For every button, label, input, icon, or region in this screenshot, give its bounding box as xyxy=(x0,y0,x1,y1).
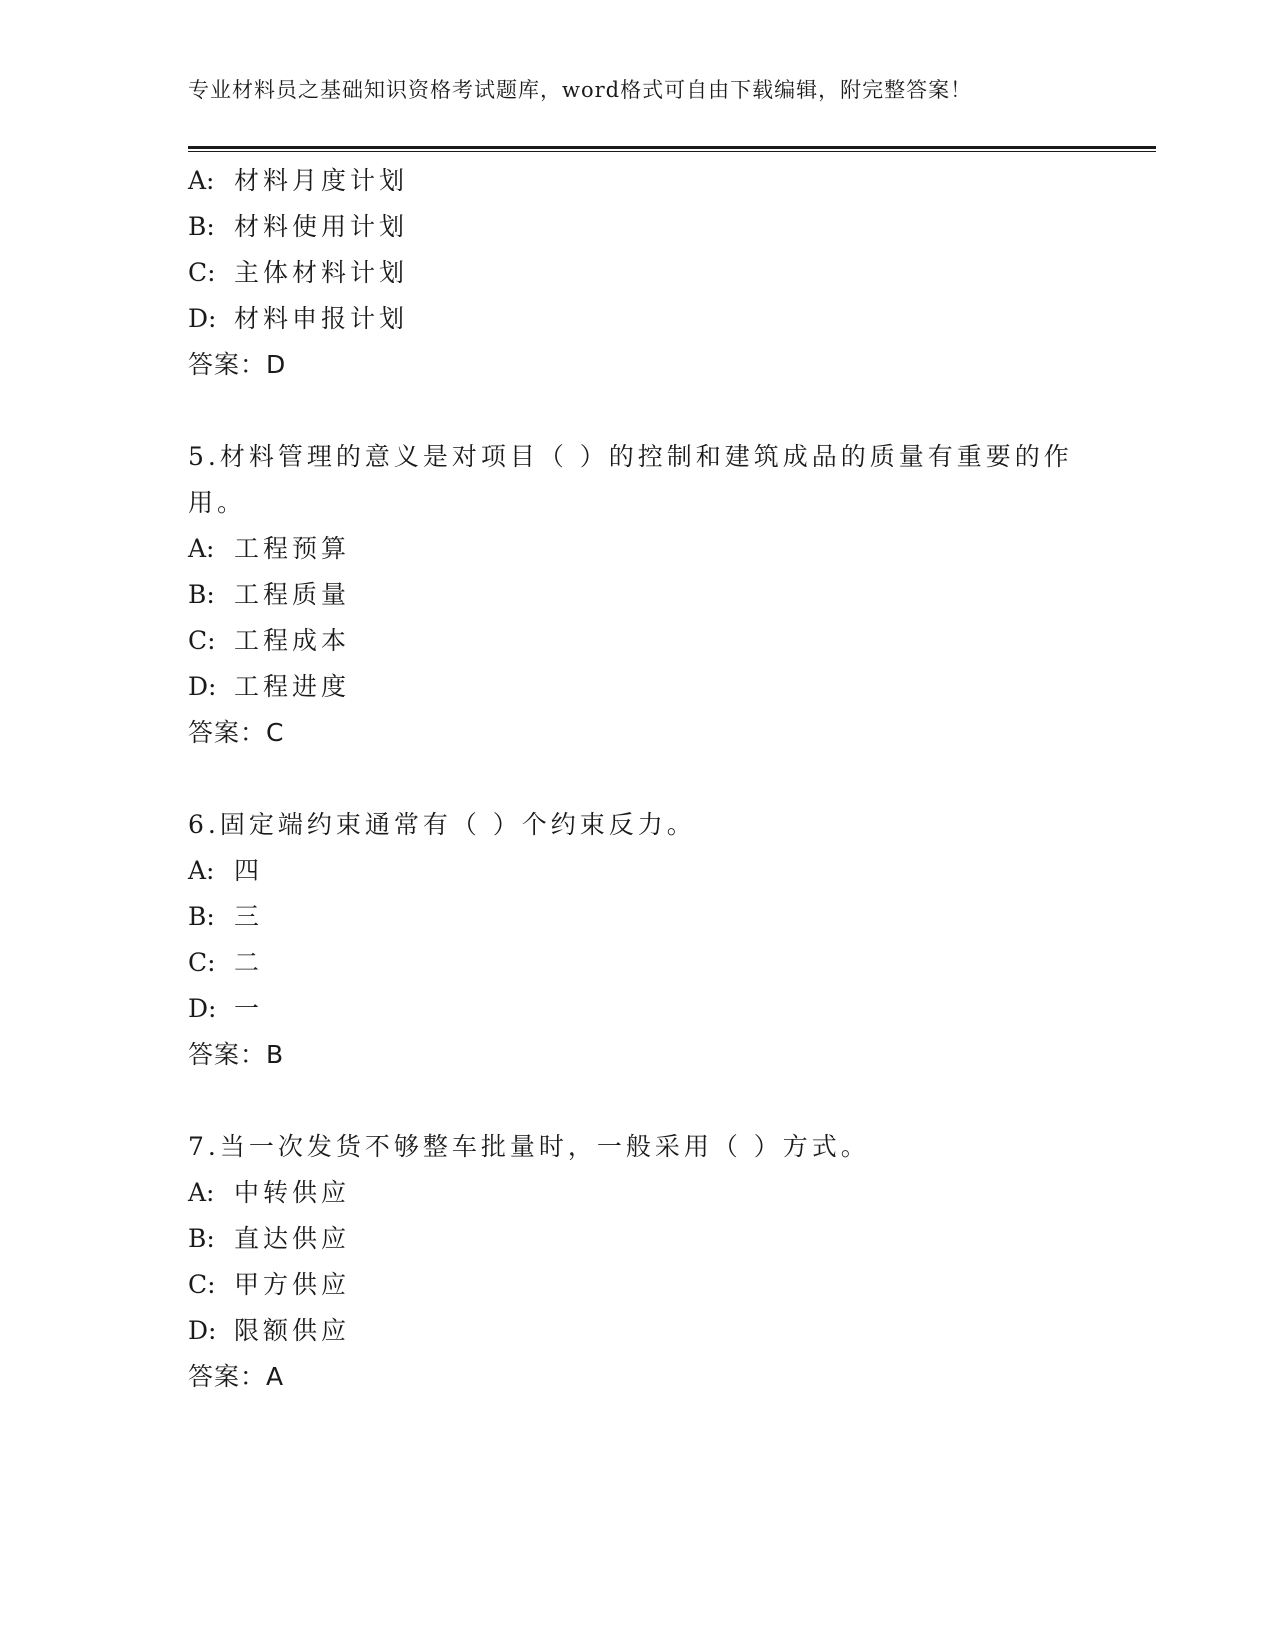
question-content xyxy=(188,158,1088,1400)
spacer xyxy=(188,1078,1088,1124)
option-a xyxy=(188,526,1088,572)
option-text: 甲方供应 xyxy=(234,1270,351,1299)
option-a xyxy=(188,158,1088,204)
option-d xyxy=(188,986,1088,1032)
option-letter: C: xyxy=(188,1270,216,1299)
option-text: 工程成本 xyxy=(234,626,351,655)
answer-line: 答案：C xyxy=(188,718,285,747)
option-text: 主体材料计划 xyxy=(234,258,409,287)
option-text: 一 xyxy=(234,994,264,1023)
option-letter: D: xyxy=(188,672,217,701)
option-d xyxy=(188,1308,1088,1354)
question-block-7 xyxy=(188,1124,1088,1400)
option-text: 直达供应 xyxy=(234,1224,351,1253)
option-d xyxy=(188,296,1088,342)
answer-line: 答案：D xyxy=(188,350,287,379)
option-letter: D: xyxy=(188,994,217,1023)
spacer xyxy=(188,756,1088,802)
option-text: 限额供应 xyxy=(234,1316,351,1345)
option-letter: B: xyxy=(188,580,215,609)
option-letter: B: xyxy=(188,1224,215,1253)
answer-line: 答案：B xyxy=(188,1040,285,1069)
option-d xyxy=(188,664,1088,710)
option-a xyxy=(188,1170,1088,1216)
option-b xyxy=(188,1216,1088,1262)
option-c xyxy=(188,618,1088,664)
option-b xyxy=(188,204,1088,250)
option-text: 三 xyxy=(234,902,264,931)
header-rule xyxy=(188,146,1156,152)
option-letter: C: xyxy=(188,948,216,977)
question-block-5 xyxy=(188,434,1088,756)
option-letter: C: xyxy=(188,626,216,655)
option-text: 中转供应 xyxy=(234,1178,351,1207)
page-header: 专业材料员之基础知识资格考试题库，word格式可自由下载编辑，附完整答案！ xyxy=(188,78,973,102)
spacer xyxy=(188,388,1088,434)
question-text-continued: 用。 xyxy=(188,488,247,517)
option-text: 材料使用计划 xyxy=(234,212,409,241)
answer-line: 答案：A xyxy=(188,1362,285,1391)
option-letter: B: xyxy=(188,212,215,241)
option-letter: A: xyxy=(188,166,215,195)
option-letter: A: xyxy=(188,856,215,885)
option-letter: A: xyxy=(188,534,215,563)
question-text: 5.材料管理的意义是对项目（ ）的控制和建筑成品的质量有重要的作 xyxy=(188,442,1073,471)
question-text: 7.当一次发货不够整车批量时，一般采用（ ）方式。 xyxy=(188,1132,870,1161)
option-b xyxy=(188,894,1088,940)
option-letter: C: xyxy=(188,258,216,287)
option-text: 工程进度 xyxy=(234,672,351,701)
option-text: 工程质量 xyxy=(234,580,351,609)
option-text: 二 xyxy=(234,948,264,977)
option-text: 工程预算 xyxy=(234,534,351,563)
option-letter: B: xyxy=(188,902,215,931)
option-text: 四 xyxy=(234,856,264,885)
option-c xyxy=(188,250,1088,296)
option-letter: D: xyxy=(188,1316,217,1345)
option-letter: A: xyxy=(188,1178,215,1207)
option-text: 材料月度计划 xyxy=(234,166,409,195)
option-c xyxy=(188,940,1088,986)
option-c xyxy=(188,1262,1088,1308)
question-block-6 xyxy=(188,802,1088,1078)
question-block-4 xyxy=(188,158,1088,388)
option-b xyxy=(188,572,1088,618)
question-text: 6.固定端约束通常有（ ）个约束反力。 xyxy=(188,810,696,839)
option-a xyxy=(188,848,1088,894)
option-text: 材料申报计划 xyxy=(234,304,409,333)
option-letter: D: xyxy=(188,304,217,333)
